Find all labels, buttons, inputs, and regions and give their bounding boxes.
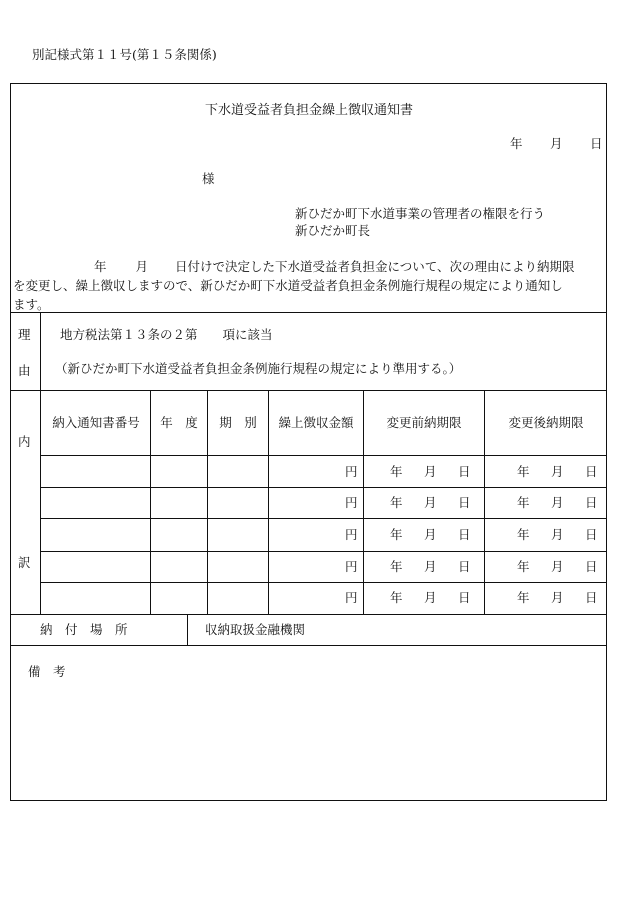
before-month: 月 (424, 464, 437, 479)
after-day: 日 (585, 527, 598, 542)
before-month: 月 (424, 495, 437, 510)
addressee-suffix: 様 (202, 171, 215, 186)
after-month: 月 (551, 464, 564, 479)
divider-reason-top (10, 312, 607, 313)
amount-unit: 円 (345, 559, 358, 574)
before-year: 年 (390, 527, 403, 542)
amount-unit: 円 (345, 464, 358, 479)
col-line-2 (207, 390, 208, 614)
row-line-3 (40, 551, 607, 552)
notice-body-line-2: を変更し、繰上徴収しますので、新ひだか町下水道受益者負担金条例施行規程の規定により通知し (13, 278, 563, 293)
before-year: 年 (390, 464, 403, 479)
after-year: 年 (517, 464, 530, 479)
remarks-label: 備 考 (28, 664, 66, 679)
payment-place-label: 納 付 場 所 (40, 622, 128, 637)
breakdown-label-divider (40, 390, 41, 614)
date-year: 年 (510, 136, 523, 151)
before-day: 日 (458, 495, 471, 510)
before-month: 月 (424, 590, 437, 605)
before-year: 年 (390, 495, 403, 510)
date-day: 日 (590, 136, 603, 151)
breakdown-label-bottom: 訳 (18, 555, 31, 570)
date-month: 月 (550, 136, 563, 151)
header-notice-number: 納入通知書番号 (52, 415, 140, 430)
row-line-4 (40, 582, 607, 583)
notice-body-line-3: ます。 (13, 297, 50, 312)
col-line-4 (363, 390, 364, 614)
form-frame (10, 83, 607, 801)
after-year: 年 (517, 495, 530, 510)
issuer-line-2: 新ひだか町長 (295, 223, 371, 238)
before-day: 日 (458, 464, 471, 479)
after-year: 年 (517, 559, 530, 574)
row-line-1 (40, 487, 607, 488)
before-day: 日 (458, 559, 471, 574)
before-month: 月 (424, 527, 437, 542)
header-due-before: 変更前納期限 (386, 415, 462, 430)
issuer-line-1: 新ひだか町下水道事業の管理者の権限を行う (295, 206, 546, 221)
divider-reason-bottom (10, 390, 607, 391)
before-month: 月 (424, 559, 437, 574)
amount-unit: 円 (345, 590, 358, 605)
col-line-1 (150, 390, 151, 614)
row-line-header (40, 455, 607, 456)
reason-text-line-1: 地方税法第１３条の２第 項に該当 (60, 327, 273, 342)
reason-text-line-2: （新ひだか町下水道受益者負担金条例施行規程の規定により準用する。） (55, 361, 462, 376)
amount-unit: 円 (345, 527, 358, 542)
after-day: 日 (585, 464, 598, 479)
payment-place-divider (187, 614, 188, 645)
notice-body (15, 257, 605, 314)
col-line-3 (268, 390, 269, 614)
document-title: 下水道受益者負担金繰上徴収通知書 (204, 103, 414, 118)
divider-payment-bottom (10, 645, 607, 646)
reason-label-top: 理 (18, 327, 31, 342)
header-advance-amount: 繰上徴収金額 (278, 415, 354, 430)
after-day: 日 (585, 559, 598, 574)
reason-label-bottom: 由 (18, 363, 31, 378)
divider-breakdown-bottom (10, 614, 607, 615)
col-line-5 (484, 390, 485, 614)
header-fiscal-year: 年 度 (160, 415, 198, 430)
notice-body-line-1 (15, 257, 605, 276)
before-day: 日 (458, 590, 471, 605)
header-period: 期 別 (219, 415, 257, 430)
body-year: 年 (94, 259, 107, 274)
before-year: 年 (390, 559, 403, 574)
breakdown-label-top: 内 (18, 434, 31, 449)
after-month: 月 (551, 559, 564, 574)
header-due-after: 変更後納期限 (508, 415, 584, 430)
after-month: 月 (551, 527, 564, 542)
form-label: 別記様式第１１号(第１５条関係) (32, 47, 217, 62)
payment-place-value: 収納取扱金融機関 (205, 622, 306, 637)
before-year: 年 (390, 590, 403, 605)
after-month: 月 (551, 590, 564, 605)
after-month: 月 (551, 495, 564, 510)
after-day: 日 (585, 495, 598, 510)
row-line-2 (40, 518, 607, 519)
before-day: 日 (458, 527, 471, 542)
body-month: 月 (135, 259, 149, 274)
after-day: 日 (585, 590, 598, 605)
body-line-1-text: 日付けで決定した下水道受益者負担金について、次の理由により納期限 (175, 259, 575, 274)
after-year: 年 (517, 527, 530, 542)
amount-unit: 円 (345, 495, 358, 510)
reason-label-divider (40, 312, 41, 390)
after-year: 年 (517, 590, 530, 605)
